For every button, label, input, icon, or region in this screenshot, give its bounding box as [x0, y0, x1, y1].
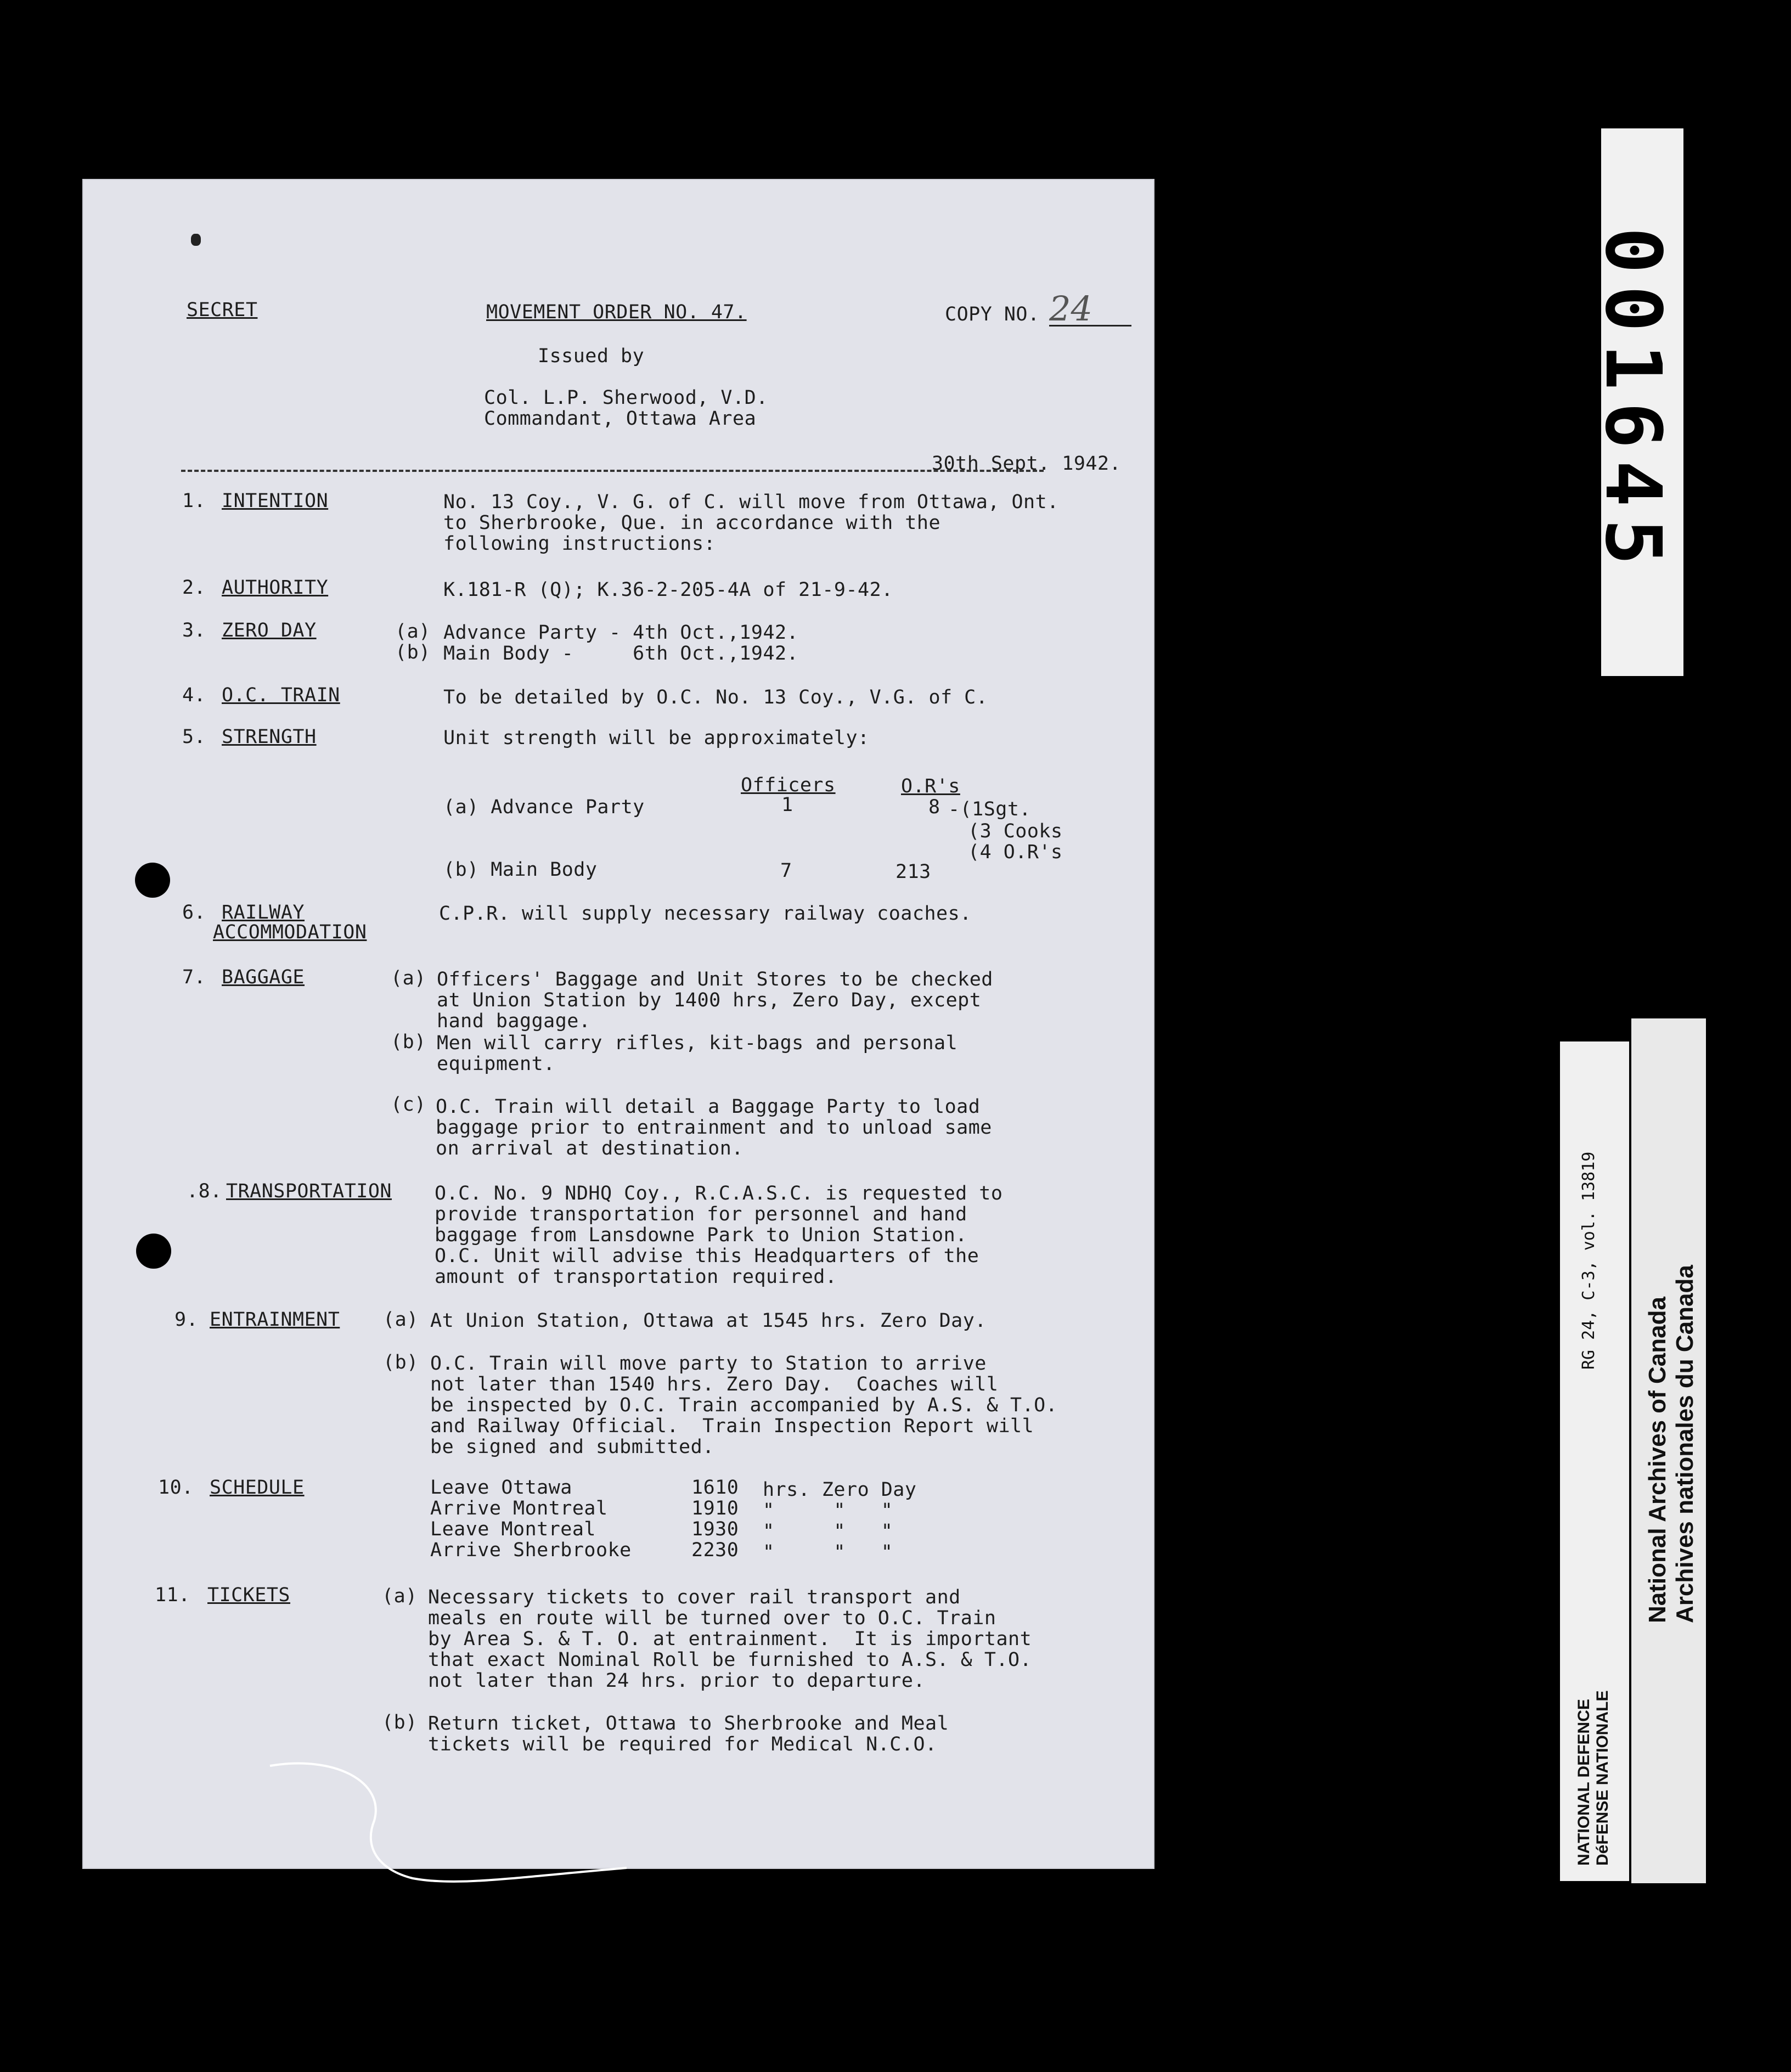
copy-underline: [1049, 325, 1131, 326]
section-number: 11.: [155, 1584, 190, 1606]
section-line: C.P.R. will supply necessary railway coaches.: [439, 903, 972, 925]
strength-note: (3 Cooks: [968, 820, 1063, 842]
section-line: Main Body - 6th Oct.,1942.: [443, 643, 799, 665]
strength-officers: 1: [781, 794, 793, 816]
issuer-name: Col. L.P. Sherwood, V.D.: [484, 387, 768, 409]
ink-mark: [191, 234, 201, 246]
section-line: baggage from Lansdowne Park to Union Station.: [435, 1224, 967, 1246]
section-line: O.C. Train will move party to Station to arrive: [430, 1353, 987, 1375]
section-line: To be detailed by O.C. No. 13 Coy., V.G. of C.: [443, 686, 988, 708]
section-line: provide transportation for personnel and hand: [435, 1203, 967, 1225]
strength-ors: 213: [896, 861, 931, 883]
strength-note: -(1Sgt.: [948, 798, 1032, 820]
item-mark: (b): [383, 1352, 419, 1373]
issued-by: Issued by: [538, 345, 645, 367]
strength-note: (4 O.R's: [968, 841, 1063, 863]
section-line: O.C. Train will detail a Baggage Party to load: [436, 1096, 981, 1118]
section-line: Officers' Baggage and Unit Stores to be checked: [437, 969, 993, 990]
section-line: Unit strength will be approximately:: [443, 727, 870, 749]
section-line: by Area S. & T. O. at entrainment. It is important: [428, 1628, 1032, 1650]
section-line: amount of transportation required.: [435, 1266, 837, 1288]
section-number: 1.: [182, 490, 206, 512]
section-line: baggage prior to entrainment and to unload same: [436, 1117, 992, 1139]
section-title: ACCOMMODATION: [213, 921, 367, 943]
section-title: O.C. TRAIN: [222, 684, 340, 706]
document-page: [83, 180, 1153, 1868]
section-line: meals en route will be turned over to O.C. Train: [428, 1607, 996, 1629]
section-title: RAILWAY: [222, 902, 305, 924]
item-mark: (a): [382, 1585, 418, 1607]
section-line: be inspected by O.C. Train accompanied by A.S. & T.O.: [430, 1394, 1058, 1416]
column-header-ors: O.R's: [901, 775, 960, 797]
strength-row-label: (a) Advance Party: [443, 796, 645, 818]
column-header-officers: Officers: [741, 774, 836, 796]
section-number: .8.: [187, 1180, 222, 1202]
schedule-time: 1910: [691, 1497, 739, 1519]
section-title: INTENTION: [222, 490, 329, 512]
section-line: Advance Party - 4th Oct.,1942.: [443, 622, 799, 644]
schedule-note: hrs. Zero Day: [763, 1479, 917, 1501]
section-line: At Union Station, Ottawa at 1545 hrs. Zero Day.: [430, 1310, 987, 1332]
archives-name-fr: Archives nationales du Canada: [1671, 1265, 1698, 1623]
section-line: at Union Station by 1400 hrs, Zero Day, except: [437, 989, 982, 1011]
schedule-place: Leave Ottawa: [430, 1477, 572, 1499]
section-line: No. 13 Coy., V. G. of C. will move from Ottawa, Ont.: [443, 491, 1059, 513]
item-mark: (b): [382, 1711, 418, 1733]
schedule-place: Arrive Sherbrooke: [430, 1539, 632, 1561]
section-line: be signed and submitted.: [430, 1436, 714, 1458]
section-title: TICKETS: [207, 1584, 291, 1606]
document-date: 30th Sept. 1942.: [932, 453, 1122, 475]
department-en: NATIONAL DEFENCE: [1575, 1699, 1593, 1866]
item-mark: (c): [391, 1094, 426, 1116]
section-number: 7.: [182, 966, 206, 988]
section-line: Necessary tickets to cover rail transport and: [428, 1586, 961, 1608]
punch-hole: [136, 1234, 171, 1269]
frame-number: 001645: [1588, 227, 1677, 577]
item-mark: (b): [391, 1031, 426, 1053]
section-title: STRENGTH: [222, 726, 317, 748]
section-number: 2.: [182, 577, 206, 599]
archives-name-en: National Archives of Canada: [1644, 1297, 1671, 1623]
issuer-title: Commandant, Ottawa Area: [484, 408, 757, 430]
document-title: MOVEMENT ORDER NO. 47.: [486, 301, 747, 323]
section-title: AUTHORITY: [222, 577, 329, 599]
section-line: O.C. Unit will advise this Headquarters of the: [435, 1245, 979, 1267]
section-line: not later than 1540 hrs. Zero Day. Coaches will: [430, 1373, 999, 1395]
punch-hole: [135, 863, 170, 898]
secret-marking: SECRET: [187, 299, 258, 321]
section-title: SCHEDULE: [210, 1477, 305, 1499]
section-line: K.181-R (Q); K.36-2-205-4A of 21-9-42.: [443, 579, 893, 601]
schedule-time: 2230: [691, 1539, 739, 1561]
section-title: ENTRAINMENT: [210, 1309, 340, 1331]
section-number: 5.: [182, 726, 206, 748]
schedule-note: " " ": [763, 1500, 893, 1522]
strength-ors: 8: [928, 796, 940, 818]
schedule-place: Leave Montreal: [430, 1518, 596, 1540]
section-line: following instructions:: [443, 533, 716, 555]
strength-row-label: (b) Main Body: [443, 859, 598, 881]
section-title: BAGGAGE: [222, 966, 305, 988]
section-line: Return ticket, Ottawa to Sherbrooke and Meal: [428, 1713, 949, 1735]
section-title: TRANSPORTATION: [226, 1180, 392, 1202]
section-number: 10.: [158, 1477, 194, 1499]
item-mark: (a): [391, 967, 426, 989]
archive-reference: RG 24, C-3, vol. 13819: [1579, 1151, 1598, 1370]
header-divider: [181, 470, 1044, 472]
item-mark: (a): [383, 1309, 419, 1331]
schedule-note: " " ": [763, 1521, 893, 1542]
schedule-time: 1930: [691, 1518, 739, 1540]
copy-number-handwritten: 24: [1049, 289, 1092, 329]
fiber-strand: [248, 1760, 632, 1892]
section-line: hand baggage.: [437, 1010, 591, 1032]
schedule-time: 1610: [691, 1477, 739, 1499]
section-line: and Railway Official. Train Inspection Report will: [430, 1415, 1034, 1437]
section-line: O.C. No. 9 NDHQ Coy., R.C.A.S.C. is requested to: [435, 1183, 1003, 1204]
section-number: 3.: [182, 620, 206, 641]
department-fr: DéFENSE NATIONALE: [1593, 1690, 1612, 1866]
section-line: to Sherbrooke, Que. in accordance with the: [443, 512, 941, 534]
schedule-note: " " ": [763, 1541, 893, 1563]
section-line: that exact Nominal Roll be furnished to A.S. & T.O.: [428, 1649, 1032, 1671]
section-line: Men will carry rifles, kit-bags and personal: [437, 1032, 958, 1054]
copy-label: COPY NO.: [945, 303, 1040, 325]
section-line: not later than 24 hrs. prior to departure.: [428, 1670, 926, 1692]
section-number: 9.: [174, 1309, 199, 1331]
section-title: ZERO DAY: [222, 620, 317, 641]
item-mark: (b): [395, 641, 431, 663]
strength-officers: 7: [780, 860, 792, 882]
section-line: on arrival at destination.: [436, 1138, 744, 1159]
item-mark: (a): [395, 621, 431, 643]
section-number: 6.: [182, 902, 206, 924]
section-line: equipment.: [437, 1053, 555, 1075]
section-line: tickets will be required for Medical N.C.O.: [428, 1733, 937, 1755]
section-number: 4.: [182, 684, 206, 706]
schedule-place: Arrive Montreal: [430, 1497, 608, 1519]
